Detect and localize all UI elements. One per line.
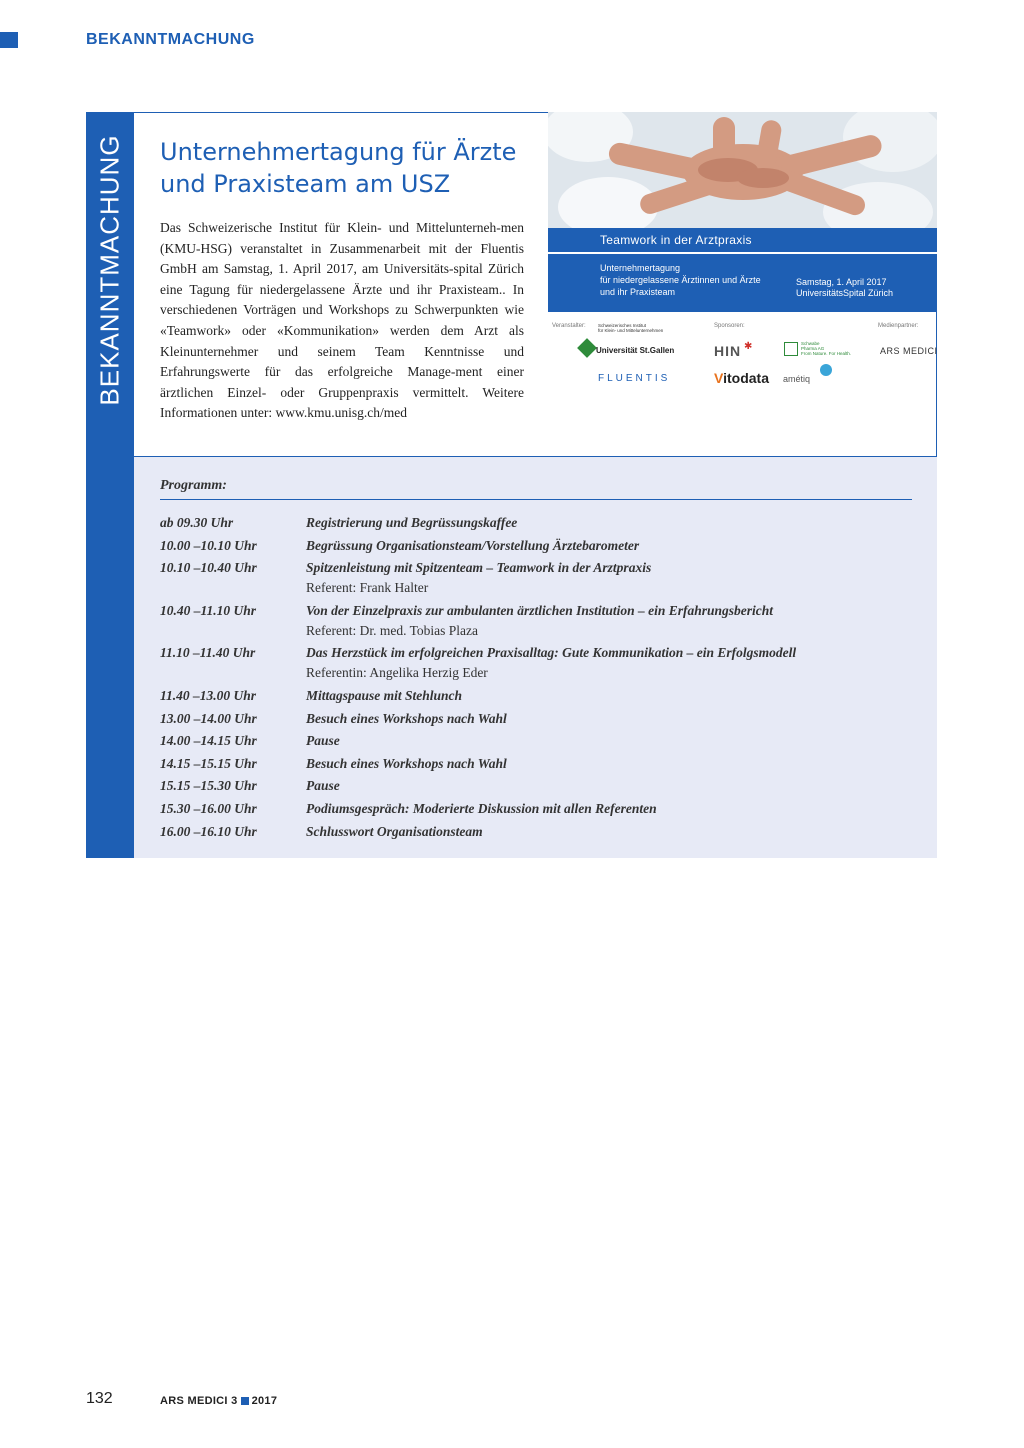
program-title: Begrüssung Organisationsteam/Vorstellung Ärztebarometer [306,537,640,553]
program-item [160,709,912,729]
program-description [306,601,912,641]
program-time: ab 09.30 Uhr [160,515,234,530]
flyer-headline: Teamwork in der Arztpraxis [600,233,752,247]
sidebar-label: BEKANNTMACHUNG [94,134,125,406]
program-description [306,513,912,533]
program-description [306,754,912,774]
hin-spark-icon: ✱ [744,341,753,352]
program-time: 13.00 –14.00 Uhr [160,710,257,726]
logo-ars-medici: ARS MEDICI [880,346,938,356]
article-title [160,136,530,200]
program-time: 14.00 –14.15 Uhr [160,733,257,749]
logo-kmu-hsg: Schweizerisches Institut für Klein- und Mittelunternehmen [598,323,664,333]
program-title: Podiumsgespräch: Moderierte Diskussion mit allen Referenten [306,800,657,816]
program-title: Das Herzstück im erfolgreichen Praxisalltag: Gute Kommunikation – ein Erfolgsmodell [306,645,797,661]
program-title: Besuch eines Workshops nach Wahl [306,710,507,726]
logo-unisg: Universität St.Gallen [596,346,675,355]
flyer-date: Samstag, 1. April 2017 [796,277,887,287]
program-time: 10.00 –10.10 Uhr [160,537,257,553]
flyer-event-line: Unternehmertagung [600,263,681,273]
program-description [306,643,912,683]
hands-illustration-icon [548,112,937,228]
program-description [306,536,912,556]
program-time: 10.40 –11.10 Uhr [160,602,257,618]
program-item [160,513,912,533]
program-description [306,709,912,729]
program-heading: Programm: [160,478,227,493]
program-time: 16.00 –16.10 Uhr [160,823,257,839]
logo-ametiq: amétiq [783,374,811,384]
logo-vitodata: Vitodata [714,370,769,386]
caption-organizer: Veranstalter: [552,323,586,329]
program-speaker: Referent: Frank Halter [306,580,429,596]
publication-name: ARS MEDICI 3 [160,1395,238,1407]
event-flyer [548,112,937,456]
logo-hin: HIN [714,343,742,359]
title-line-1: Unternehmertagung für Ärzte [160,138,517,166]
program-item [160,536,912,556]
program-title: Besuch eines Workshops nach Wahl [306,755,507,771]
flyer-venue: UniversitätsSpital Zürich [796,288,894,298]
flyer-event-line: und ihr Praxisteam [600,287,676,297]
logo-schwabe: Schwabe Pharma AG From Nature. For Health. [801,341,852,356]
article-intro: Das Schweizerische Institut für Klein- und Mittelunterneh-men (KMU-HSG) veranstaltet in Zusammenarbeit mit der Fluentis GmbH am Samstag, 1. April 2017, am Universitäts-spital Zürich eine Tagung für niedergelassene Ärzte und ihr Praxisteam.. In verschiedenen Vorträgen und Workshops zu Schwerpunkten wie «Teamwork» oder «Kommunikation» werden dem Arzt als Kleinunternehmer und seinem Team Kenntnisse und Erfahrungswerte für das erfolgreiche Manage-ment einer ärztlichen Einzel- oder Gruppenpraxis vermittelt. Weitere Informationen unter: www.kmu.unisg.ch/med [160,220,524,421]
program-title: Spitzenleistung mit Spitzenteam – Teamwork in der Arztpraxis [306,560,652,576]
separator-square-icon [241,1397,249,1405]
program-description [306,776,912,796]
program-list [160,513,912,844]
publication-info [160,1395,277,1407]
unisg-logo-icon [577,338,597,358]
section-label: BEKANNTMACHUNG [86,31,255,48]
program-description [306,799,912,819]
schwabe-logo-icon [784,342,798,356]
program-title: Pause [306,733,340,749]
program-time: 11.40 –13.00 Uhr [160,687,257,703]
publication-year: 2017 [251,1395,278,1407]
page-number: 132 [86,1390,113,1407]
section-marker [0,32,18,48]
program-time: 11.10 –11.40 Uhr [160,645,256,661]
program-time: 15.15 –15.30 Uhr [160,778,257,794]
program-item [160,686,912,706]
program-item [160,799,912,819]
ametiq-logo-icon [820,364,832,376]
program-time: 15.30 –16.00 Uhr [160,800,257,816]
program-item [160,643,912,683]
program-speaker: Referentin: Angelika Herzig Eder [306,665,488,681]
program-item [160,776,912,796]
program-time: 10.10 –10.40 Uhr [160,560,257,576]
title-line-2: und Praxisteam am USZ [160,170,451,198]
program-item [160,601,912,641]
program-title: Pause [306,778,340,794]
program-speaker: Referent: Dr. med. Tobias Plaza [306,622,479,638]
program-title: Schlusswort Organisationsteam [306,823,483,839]
program-description [306,558,912,598]
teamwork-hands-photo [548,112,937,228]
program-time: 14.15 –15.15 Uhr [160,755,257,771]
program-divider [160,499,912,500]
flyer-event-line: für niedergelassene Ärztinnen und Ärzte [600,275,761,285]
program-item [160,558,912,598]
caption-sponsors: Sponsoren: [714,323,745,329]
program-description [306,731,912,751]
program-item [160,822,912,842]
program-description [306,822,912,842]
program-title: Mittagspause mit Stehlunch [306,687,463,703]
program-title: Von der Einzelpraxis zur ambulanten ärztlichen Institution – ein Erfahrungsbericht [306,602,774,618]
program-description [306,686,912,706]
program-title: Registrierung und Begrüssungskaffee [306,515,518,530]
caption-media: Medienpartner: [878,323,919,329]
program-item [160,754,912,774]
logo-fluentis: FLUENTIS [598,373,671,384]
program-item [160,731,912,751]
